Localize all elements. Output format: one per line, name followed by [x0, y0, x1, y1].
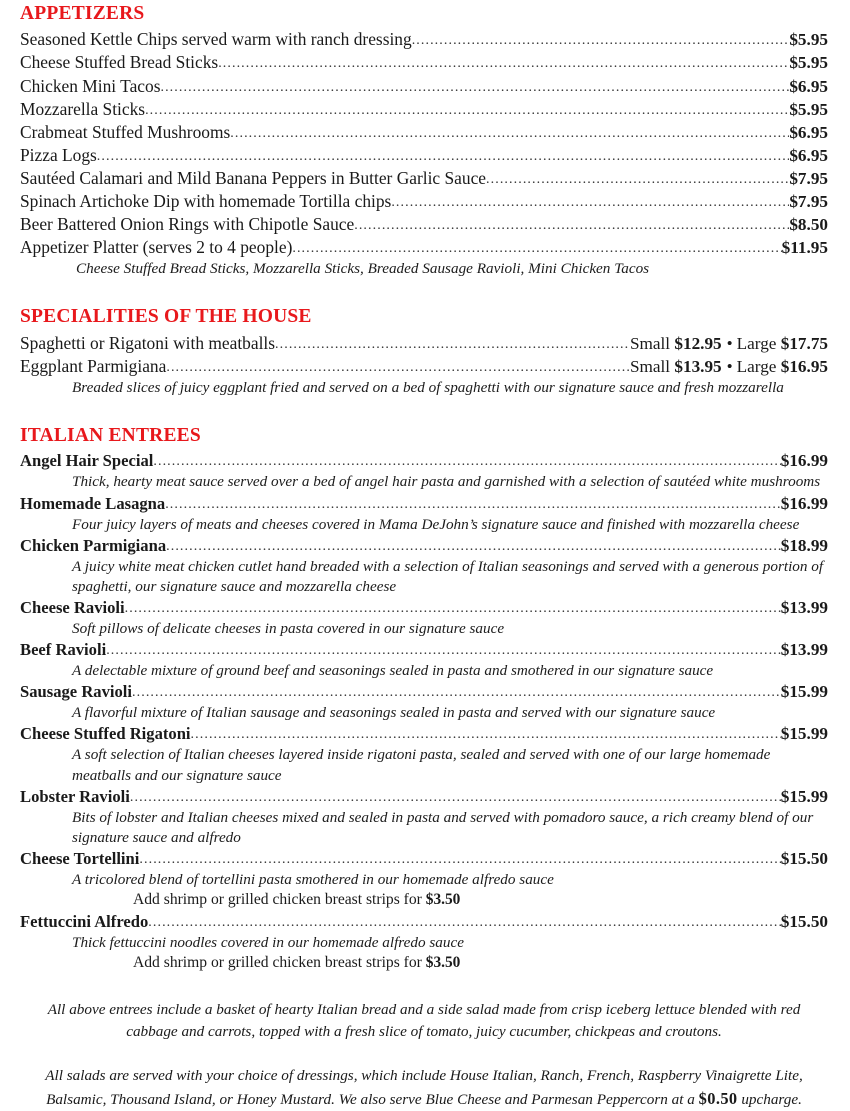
menu-item-price: $7.95	[789, 168, 828, 188]
menu-item-name: Beer Battered Onion Rings with Chipotle Sauce	[20, 214, 355, 235]
menu-item-price: $8.50	[789, 215, 828, 235]
menu-item-price: $11.95	[781, 238, 828, 258]
menu-item-row	[20, 332, 828, 355]
menu-item-price: $16.99	[780, 493, 828, 513]
menu-item-price: $5.95	[789, 30, 828, 50]
menu-item-description: Four juicy layers of meats and cheeses covered in Mama DeJohn’s signature sauce and finished with mozzarella cheese	[72, 515, 800, 533]
menu-section-italian-entrees	[20, 424, 828, 973]
menu-item-row	[20, 144, 828, 167]
menu-item-name: Pizza Logs	[20, 144, 97, 165]
menu-item-row	[20, 723, 828, 745]
menu-item-price: $6.95	[789, 76, 828, 96]
menu-item-name: Eggplant Parmigiana	[20, 355, 167, 376]
menu-item-description: Cheese Stuffed Bread Sticks, Mozzarella Sticks, Breaded Sausage Ravioli, Mini Chicken Tacos	[76, 260, 650, 278]
menu-item-row	[20, 190, 828, 213]
menu-item-name: Seasoned Kettle Chips served warm with ranch dressing	[20, 29, 412, 50]
menu-item-name: Spinach Artichoke Dip with homemade Tortilla chips	[20, 191, 392, 212]
menu-item-price: $7.95	[789, 192, 828, 212]
menu-item-price: $15.99	[780, 786, 828, 806]
menu-item-name: Chicken Parmigiana	[20, 535, 167, 555]
dot-leader	[106, 642, 781, 660]
section-spacer	[20, 279, 828, 305]
menu-item-row	[20, 597, 828, 619]
menu-item-price: $15.99	[780, 724, 828, 744]
dot-leader	[191, 726, 781, 744]
footer-note-text-before: All salads are served with your choice of dressings, which include House Italian, Ranch, French, Raspberry Vinaigrette Lite, Balsamic, Thousand Island, or Honey Mustard. We also serve Blue Cheese and Parmesan Peppercorn at a	[45, 1067, 803, 1109]
menu-item-name: Lobster Ravioli	[20, 786, 130, 806]
menu-item-description: A flavorful mixture of Italian sausage and seasonings sealed in pasta and served with our signature sauce	[72, 704, 716, 722]
menu-item-name: Crabmeat Stuffed Mushrooms	[20, 121, 231, 142]
dot-leader	[412, 32, 790, 50]
dot-leader	[130, 789, 781, 807]
menu-item-price: $13.99	[780, 640, 828, 660]
dot-leader	[275, 336, 630, 354]
menu-item-row	[20, 639, 828, 661]
dot-leader	[97, 148, 790, 166]
menu-item-row	[20, 786, 828, 808]
large-size-price: $16.95	[780, 356, 828, 376]
menu-item-name: Mozzarella Sticks	[20, 98, 146, 119]
menu-item-description: A soft selection of Italian cheeses layered inside rigatoni pasta, sealed and served with one of our large homemade meatballs and our signature sauce	[72, 746, 771, 784]
dot-leader	[486, 171, 789, 189]
dot-leader	[166, 359, 630, 377]
menu-item-row	[20, 51, 828, 74]
dot-leader	[230, 125, 789, 143]
menu-item-price: $15.50	[780, 911, 828, 931]
menu-item-price: $6.95	[789, 122, 828, 142]
menu-item-price: $15.50	[780, 848, 828, 868]
menu-item-name: Chicken Mini Tacos	[20, 75, 161, 96]
dot-leader	[391, 194, 789, 212]
menu-item-name: Cheese Tortellini	[20, 848, 140, 868]
menu-item-name: Homemade Lasagna	[20, 493, 166, 513]
menu-item-price	[630, 356, 828, 378]
footer-note-text-after: upcharge.	[737, 1091, 802, 1109]
menu-item-row	[20, 236, 828, 259]
menu-item-row	[20, 355, 828, 378]
dot-leader	[354, 217, 789, 235]
menu-item-price: $18.99	[780, 535, 828, 555]
footer-note	[28, 1065, 820, 1111]
footer-note: All above entrees include a basket of hearty Italian bread and a side salad made from crisp iceberg lettuce blended with red cabbage and carrots, topped with a fresh slice of tomato, juicy cucumber, chickpeas and croutons.	[47, 1001, 801, 1041]
menu-item-description: A tricolored blend of tortellini pasta smothered in our homemade alfredo sauce	[72, 870, 554, 888]
large-size-label: Large	[736, 333, 777, 353]
menu-item-name: Sautéed Calamari and Mild Banana Peppers in Butter Garlic Sauce	[20, 167, 487, 188]
menu-item-name: Cheese Ravioli	[20, 597, 125, 617]
menu-item-price: $16.99	[780, 451, 828, 471]
dot-leader	[292, 240, 781, 258]
large-size-label: Large	[736, 356, 777, 376]
menu-item-price: $5.95	[789, 99, 828, 119]
menu-item-row	[20, 848, 828, 870]
menu-item-price: $5.95	[789, 53, 828, 73]
addon-price: $3.50	[425, 953, 461, 971]
addon-price: $3.50	[425, 890, 461, 908]
menu-item-name: Cheese Stuffed Bread Sticks	[20, 52, 219, 73]
section-heading-appetizers: APPETIZERS	[20, 3, 145, 24]
menu-section-appetizers	[20, 2, 828, 279]
menu-item-row	[20, 98, 828, 121]
small-size-label: Small	[629, 356, 671, 376]
dot-leader	[125, 600, 781, 618]
dot-leader	[165, 496, 781, 514]
menu-item-name: Beef Ravioli	[20, 640, 107, 660]
menu-item-price	[630, 333, 828, 355]
menu-item-row	[20, 535, 828, 557]
dot-leader	[166, 538, 781, 556]
menu-item-row	[20, 493, 828, 515]
menu-item-row	[20, 681, 828, 703]
menu-page	[20, 2, 828, 1111]
menu-item-price: $6.95	[789, 145, 828, 165]
menu-item-price: $15.99	[780, 682, 828, 702]
menu-item-description: A juicy white meat chicken cutlet hand breaded with a selection of Italian seasonings and served with a generous portion of spaghetti, our signature sauce and mozzarella cheese	[72, 557, 824, 595]
menu-item-name: Cheese Stuffed Rigatoni	[20, 724, 191, 744]
menu-item-addon	[133, 890, 828, 911]
menu-item-row	[20, 121, 828, 144]
section-spacer	[20, 398, 828, 424]
menu-item-row	[20, 450, 828, 472]
menu-item-name: Sausage Ravioli	[20, 682, 133, 702]
menu-item-row	[20, 167, 828, 190]
dot-leader	[148, 914, 780, 932]
small-size-label: Small	[629, 333, 671, 353]
addon-label: Add shrimp or grilled chicken breast strips for	[133, 953, 426, 971]
menu-item-name: Spaghetti or Rigatoni with meatballs	[20, 332, 276, 353]
footer-notes	[20, 999, 828, 1111]
small-size-price: $13.95	[674, 356, 722, 376]
section-heading-italian-entrees: ITALIAN ENTREES	[20, 425, 201, 446]
addon-label: Add shrimp or grilled chicken breast strips for	[133, 890, 426, 908]
dot-leader	[160, 79, 789, 97]
menu-item-name: Fettuccini Alfredo	[20, 911, 149, 931]
menu-item-description: A delectable mixture of ground beef and seasonings sealed in pasta and smothered in our signature sauce	[72, 662, 714, 680]
menu-item-price: $13.99	[780, 597, 828, 617]
small-size-price: $12.95	[674, 333, 722, 353]
menu-item-description: Thick fettuccini noodles covered in our homemade alfredo sauce	[72, 933, 464, 951]
dot-leader	[145, 102, 789, 120]
menu-item-description: Bits of lobster and Italian cheeses mixed and sealed in pasta and served with pomadoro sauce, a rich creamy blend of our signature sauce and alfredo	[72, 808, 814, 846]
dot-leader	[139, 851, 780, 869]
bullet-separator: •	[726, 356, 733, 376]
menu-item-name: Appetizer Platter (serves 2 to 4 people)	[20, 237, 293, 258]
bullet-separator: •	[726, 333, 733, 353]
menu-item-name: Angel Hair Special	[20, 451, 154, 471]
large-size-price: $17.75	[780, 333, 828, 353]
menu-item-addon	[133, 953, 828, 974]
menu-item-description: Soft pillows of delicate cheeses in pasta covered in our signature sauce	[72, 620, 505, 637]
menu-item-row	[20, 911, 828, 933]
footer-upcharge-amount: $0.50	[698, 1089, 738, 1109]
dot-leader	[218, 55, 789, 73]
menu-item-row	[20, 213, 828, 236]
menu-section-specialities-of-the-house	[20, 305, 828, 398]
menu-item-row	[20, 28, 828, 51]
menu-item-description: Thick, hearty meat sauce served over a bed of angel hair pasta and garnished with a selection of sautéed white mushrooms	[72, 473, 821, 491]
menu-item-row	[20, 75, 828, 98]
dot-leader	[153, 453, 780, 471]
menu-item-description: Breaded slices of juicy eggplant fried and served on a bed of spaghetti with our signature sauce and fresh mozzarella	[72, 378, 784, 396]
section-heading-specialities-of-the-house: SPECIALITIES OF THE HOUSE	[20, 306, 312, 328]
dot-leader	[132, 684, 781, 702]
